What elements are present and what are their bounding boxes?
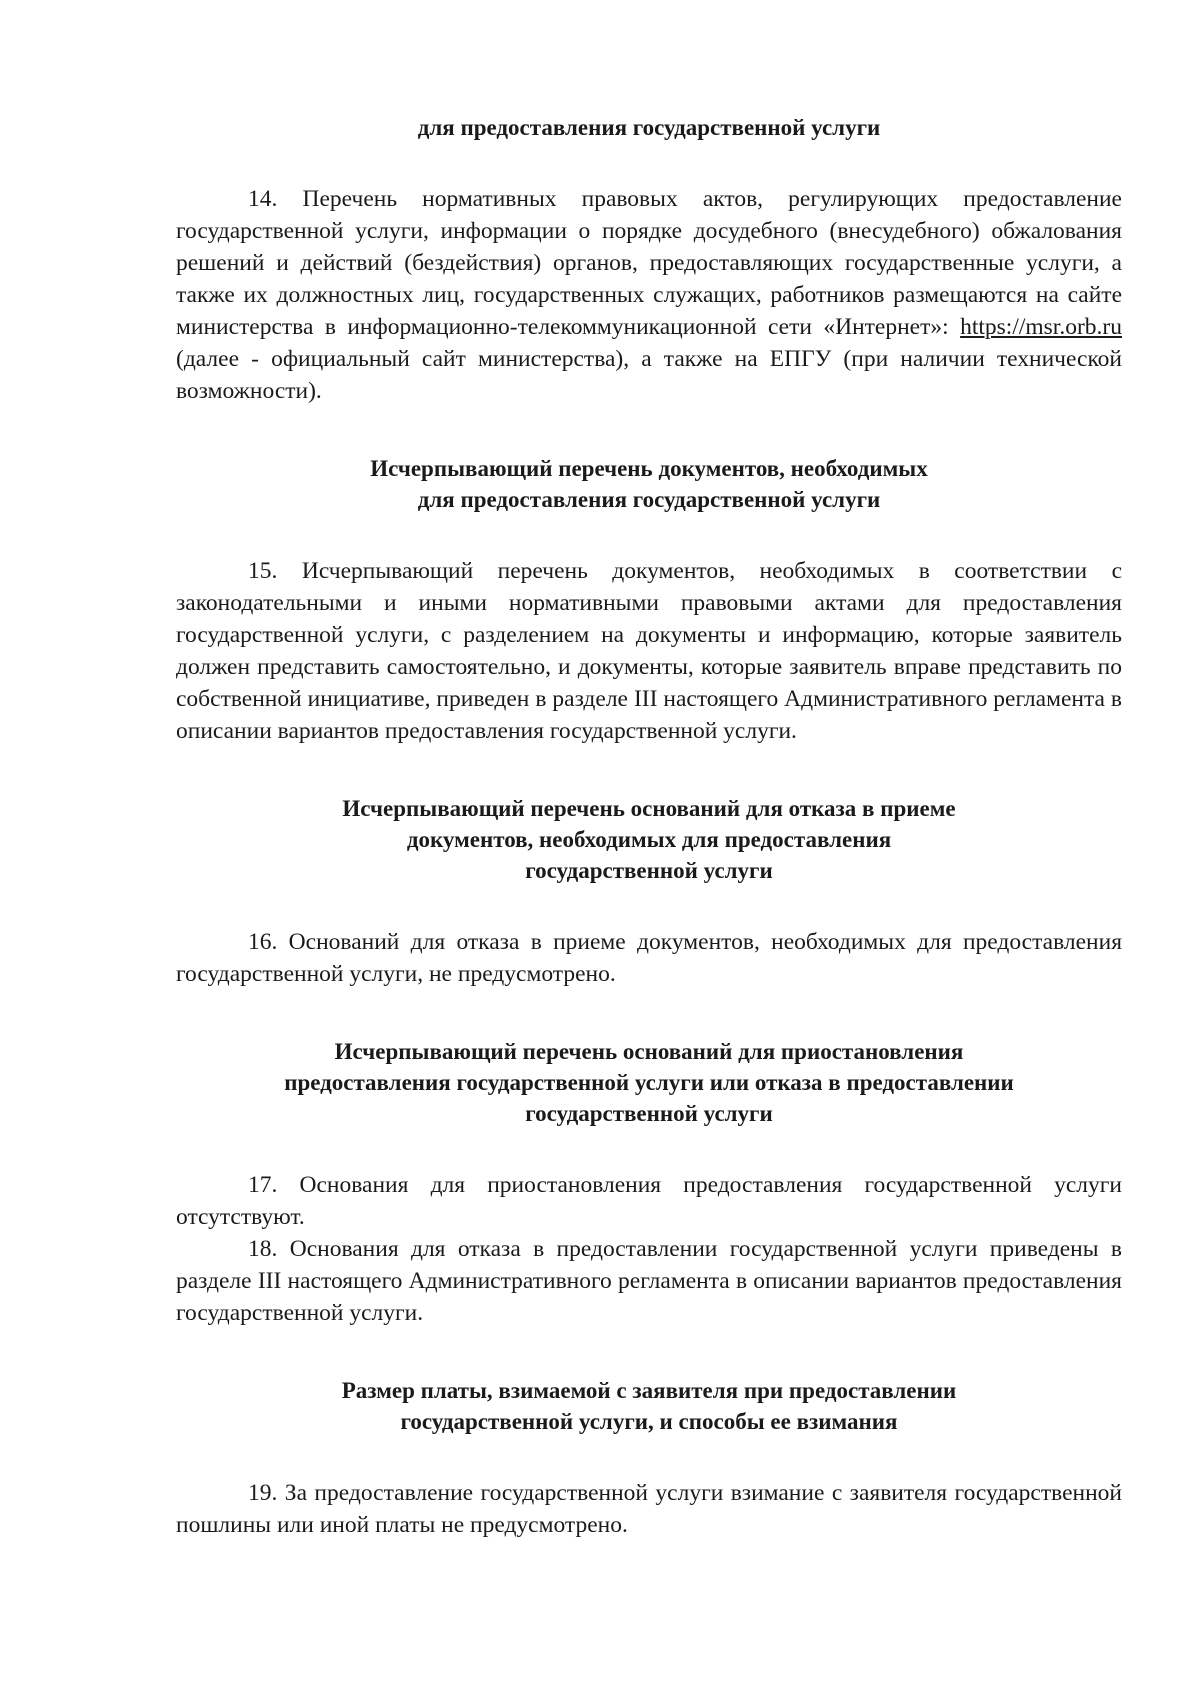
document-content: [176, 112, 1122, 1541]
heading-line: для предоставления государственной услуги: [417, 115, 881, 140]
heading-line: предоставления государственной услуги или отказа в предоставлении: [284, 1070, 1014, 1095]
heading-fee: [176, 1375, 1122, 1437]
paragraph-14: [176, 183, 1122, 407]
heading-line: Размер платы, взимаемой с заявителя при предоставлении: [341, 1378, 957, 1403]
heading-line: документов, необходимых для предоставления: [406, 827, 892, 852]
section-heading-continuation: [176, 112, 1122, 143]
paragraph-19: 19. За предоставление государственной услуги взимание с заявителя государственной пошлины или иной платы не предусмотрено.: [176, 1480, 1122, 1538]
paragraph-16: 16. Оснований для отказа в приеме документов, необходимых для предоставления государственной услуги, не предусмотрено.: [176, 929, 1122, 987]
heading-refusal-grounds: [176, 793, 1122, 886]
paragraph-14-text: 14. Перечень нормативных правовых актов, регулирующих предоставление государственной услуги, информации о порядке досудебного (внесудебного) обжалования решений и действий (бездействия) органов, предоставляющих государственные услуги, а также их должностных лиц, государственных служащих, работников размещаются на сайте министерства в информационно-телекоммуникационной сети «Интернет»:: [176, 186, 1122, 340]
heading-suspension-grounds: [176, 1036, 1122, 1129]
paragraph-15: 15. Исчерпывающий перечень документов, необходимых в соответствии с законодательными и иными нормативными правовыми актами для предоставления государственной услуги, с разделением на документы и информацию, которые заявитель должен представить самостоятельно, и документы, которые заявитель вправе представить по собственной инициативе, приведен в разделе III настоящего Административного регламента в описании вариантов предоставления государственной услуги.: [176, 558, 1122, 744]
paragraph-18: 18. Основания для отказа в предоставлении государственной услуги приведены в разделе III настоящего Административного регламента в описании вариантов предоставления государственной услуги.: [176, 1236, 1122, 1326]
heading-line: Исчерпывающий перечень оснований для приостановления: [334, 1039, 964, 1064]
heading-line: Исчерпывающий перечень документов, необходимых: [370, 456, 928, 481]
heading-line: государственной услуги: [525, 1101, 773, 1126]
heading-documents: [176, 453, 1122, 515]
heading-line: для предоставления государственной услуги: [417, 487, 881, 512]
ministry-site-link[interactable]: https://msr.orb.ru: [960, 314, 1122, 340]
heading-line: Исчерпывающий перечень оснований для отказа в приеме: [342, 796, 956, 821]
paragraph-17: 17. Основания для приостановления предоставления государственной услуги отсутствуют.: [176, 1172, 1122, 1230]
paragraph-14-text-end: (далее - официальный сайт министерства), а также на ЕПГУ (при наличии технической возможности).: [176, 346, 1122, 404]
heading-line: государственной услуги, и способы ее взимания: [400, 1409, 898, 1434]
heading-line: государственной услуги: [525, 858, 773, 883]
